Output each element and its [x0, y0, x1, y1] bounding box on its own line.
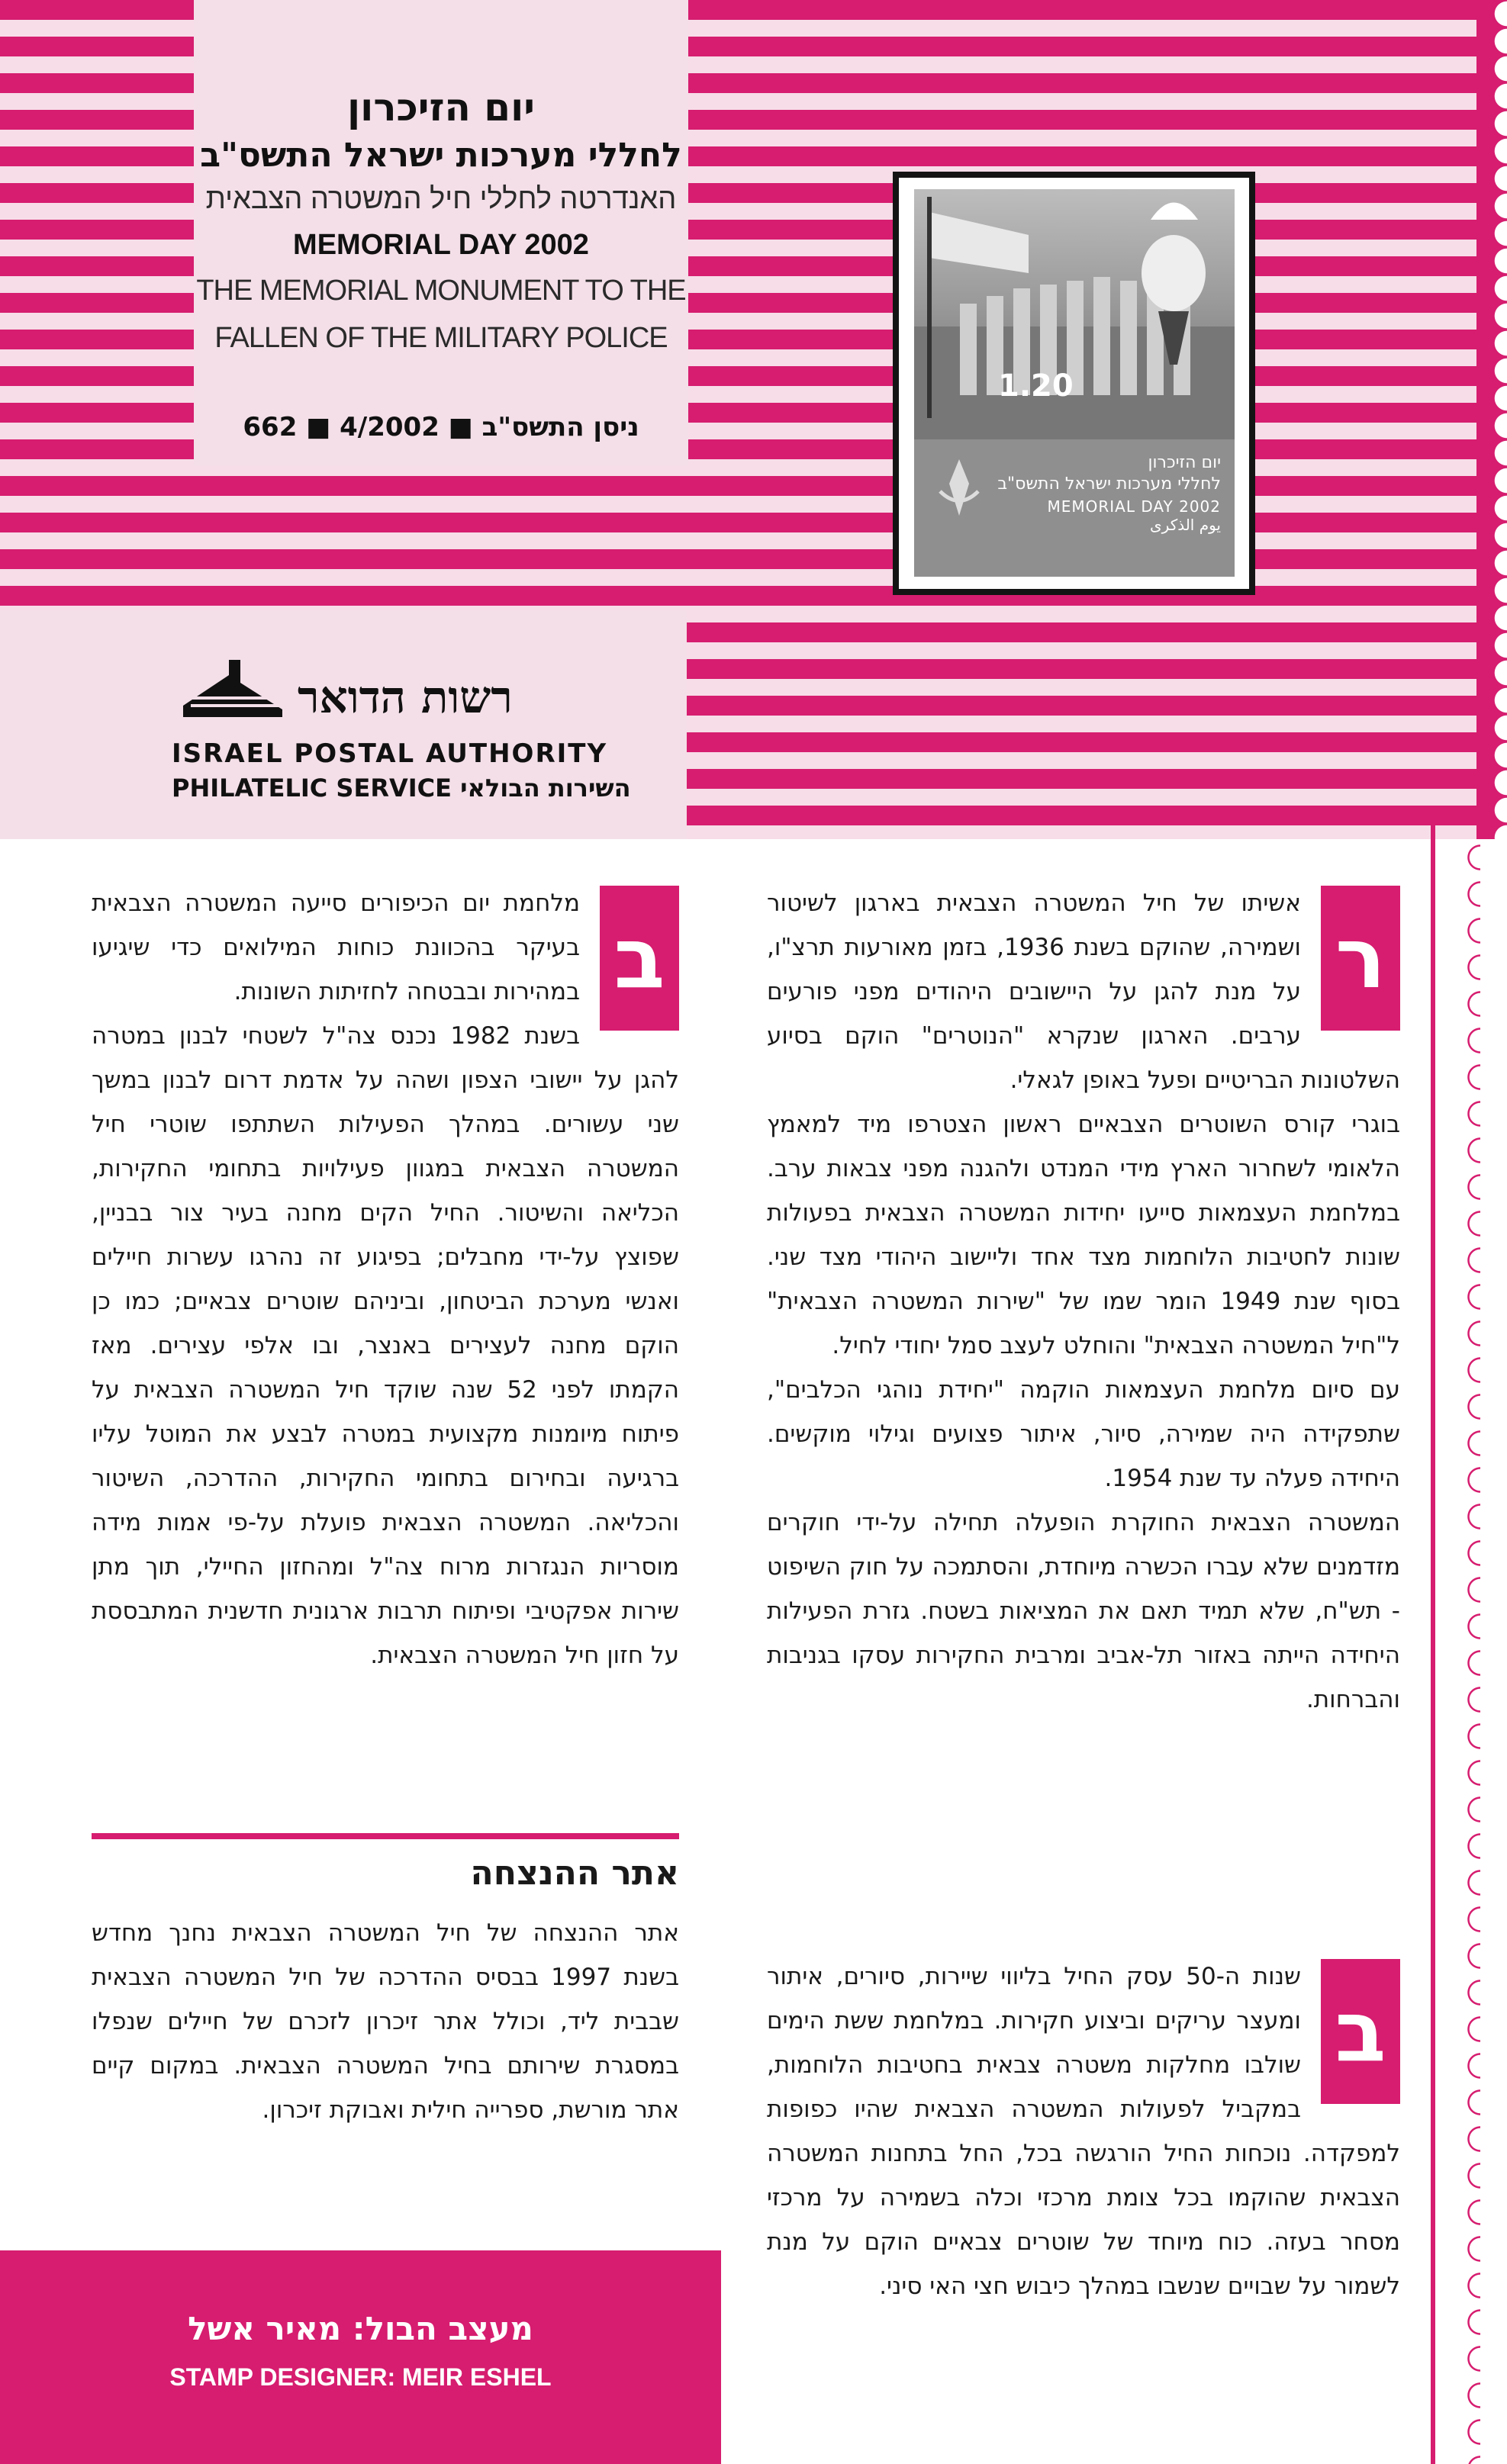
section-divider	[92, 1833, 679, 1839]
subtitle-english-line-2: FALLEN OF THE MILITARY POLICE	[214, 322, 668, 354]
perforated-edge-top	[1476, 0, 1507, 839]
memorial-site-paragraph-block	[92, 1911, 679, 2132]
subtitle-english-line-1: THE MEMORIAL MONUMENT TO THE	[196, 275, 686, 307]
postal-authority-logo-panel	[0, 610, 687, 839]
tab-text-arabic: يوم الذكرى	[1150, 516, 1221, 534]
left-text-column	[92, 881, 679, 1678]
postal-horn-icon	[175, 652, 290, 721]
designer-credit-hebrew: מעצב הבול: מאיר אשל	[188, 2310, 533, 2347]
designer-credit-english: STAMP DESIGNER: MEIR ESHEL	[169, 2363, 552, 2391]
title-hebrew-sub: לחללי מערכות ישראל התשס"ב	[200, 136, 682, 175]
monument-illustration-icon	[914, 189, 1235, 439]
paragraph: אשיתו של חיל המשטרה הצבאית בארגון לשיטור ושמירה, שהוקם בשנת 1936, בזמן מאורעות תרצ"ו, על מנת להגן על היישובים היהודים מפני פורעים ערבים. הארגון שנקרא "הנוטרים" הוקם בסיוע השלטונות הבריטיים ופעל באופן לגאלי.	[767, 889, 1400, 1094]
drop-cap: ב	[1321, 1959, 1400, 2104]
idf-emblem-icon	[925, 453, 993, 522]
stamp-denomination: 1.20	[998, 368, 1074, 404]
stamp-face	[899, 178, 1249, 589]
section-heading: אתר ההנצחה	[470, 1854, 679, 1893]
paragraph: המשטרה הצבאית החוקרת הופעלה תחילה על-ידי חוקרים מזדמנים שלא עברו הכשרה מיוחדת, והסתמכה על חוק השיפוט - תש"ח, שלא תמיד תאם את המציאות בשטח. גזרת הפעילות היחידה הייתה באזור תל-אביב ומרבית החקירות עסקו בגניבות והברחות.	[767, 1509, 1400, 1713]
title-panel	[194, 0, 688, 465]
title-hebrew-main: יום הזיכרון	[347, 85, 535, 130]
authority-name-hebrew: רשות הדואר	[298, 671, 513, 723]
philatelic-service-label: PHILATELIC SERVICE השירות הבולאי	[172, 774, 631, 803]
drop-cap: ב	[600, 886, 679, 1031]
credits-band	[0, 2250, 721, 2464]
paragraph: בשנת 1982 נכנס צה"ל לשטחי לבנון במטרה להגן על יישובי הצפון ושהה על אדמת דרום לבנון במשך שני עשורים. במהלך הפעילות השתתפו שוטרי חיל המשטרה הצבאית במגוון פעילויות בתחומי החקירות, הכליאה והשיטור. החיל הקים מחנה בעיר צור בבניין, שפוצץ על-ידי מחבלים; בפיגוע זה נהרגו עשרות חיילים ואנשי מערכת הביטחון, וביניהם שוטרים צבאיים; כמו כן הוקם מחנה לעצירים באנצר, ובו אלפי עצירים. מאז הקמתו לפני 52 שנה שוקד חיל המשטרה הצבאית על פיתוח מיומנות מקצועית במטרה לבצע את המוטל עליו ברגיעה ובחירום בתחומי החקירות, ההדרכה, השיטור והכליאה. המשטרה הצבאית פועלת על-פי אמות מידה מוסריות הנגזרות מרוח צה"ל ומהחזון החיילי, תוך מתן שירות אפקטיבי ופיתוח תרבות ארגונית חדשנית המתבססת על חזון חיל המשטרה הצבאית.	[92, 1022, 679, 1669]
tab-text-english: MEMORIAL DAY 2002	[1047, 497, 1221, 516]
paragraph: בוגרי קורס השוטרים הצבאיים ראשון הצטרפו מיד למאמץ הלאומי לשחרור הארץ מידי המנדט ולהגנה מפני צבאות ערב. במלחמת העצמאות סייעו יחידות המשטרה הצבאית בפעולות שונות לחטיבות הלוחמות מצד אחד וליישוב היהודי מצד שני. בסוף שנת 1949 הומר שמו של "שירות המשטרה הצבאית" ל"חיל המשטרה הצבאית" והוחלט לעצב סמל יחודי לחיל.	[767, 1111, 1400, 1359]
tab-text-hebrew-2: לחללי מערכות ישראל התשס"ב	[997, 474, 1221, 494]
stamp	[893, 172, 1255, 595]
stamp-monument-image	[914, 189, 1235, 439]
issue-line: 662 ■ 4/2002 ■ ניסן התשס"ב	[243, 412, 639, 442]
authority-name-english: ISRAEL POSTAL AUTHORITY	[172, 738, 608, 769]
paragraph: אתר ההנצחה של חיל המשטרה הצבאית נחנך מחדש בשנת 1997 בבסיס ההדרכה של חיל המשטרה הצבאית שבבית ליד, וכולל אתר זיכרון לזכרם של חיילים שנפלו במסגרת שירותם בחיל המשטרה הצבאית. במקום קיים אתר מורשת, ספרייה חילית ואבוקת זיכרון.	[92, 1919, 679, 2124]
right-accent-strip	[1431, 824, 1435, 2464]
tab-text-hebrew-1: יום הזיכרון	[1148, 453, 1221, 472]
paragraph: מלחמת יום הכיפורים סייעה המשטרה הצבאית בעיקר בהכוונת כוחות המילואים כדי שיגיעו במהירות ובבטחה לחזיתות השונות.	[92, 889, 580, 1005]
paragraph: עם סיום מלחמת העצמאות הוקמה "יחידת נוהגי הכלבים", שתפקידה היה שמירה, סיור, איתור פצועים וגילוי מוקשים. היחידה פעלה עד שנת 1954.	[767, 1376, 1400, 1492]
stamp-tab	[914, 439, 1235, 577]
paragraph: שנות ה-50 עסק החיל בליווי שיירות, סיורים, איתור ומעצר עריקים וביצוע חקירות. במלחמת ששת הימים שולבו מחלקות משטרה צבאית בחטיבות הלוחמות, במקביל לפעולות המשטרה הצבאית שהיו כפופות למפקדה. נוכחות החיל הורגשה בכל, החל בתחנות המשטרה הצבאית שהוקמו בכל צומת מרכזי וכלה בשמירה על מרכזי מסחר בעזה. כוח מיוחד של שוטרים צבאיים הוקם על מנת לשמור על שבויים שנשבו במהלך כיבוש חצי האי סיני.	[767, 1963, 1400, 2300]
right-text-column	[767, 881, 1400, 1722]
perforated-edge-bottom	[1457, 839, 1480, 2464]
right-text-column-continued	[767, 1954, 1400, 2308]
subtitle-hebrew: האנדרטה לחללי חיל המשטרה הצבאית	[205, 183, 677, 215]
title-english: MEMORIAL DAY 2002	[293, 229, 589, 261]
drop-cap: ר	[1321, 886, 1400, 1031]
